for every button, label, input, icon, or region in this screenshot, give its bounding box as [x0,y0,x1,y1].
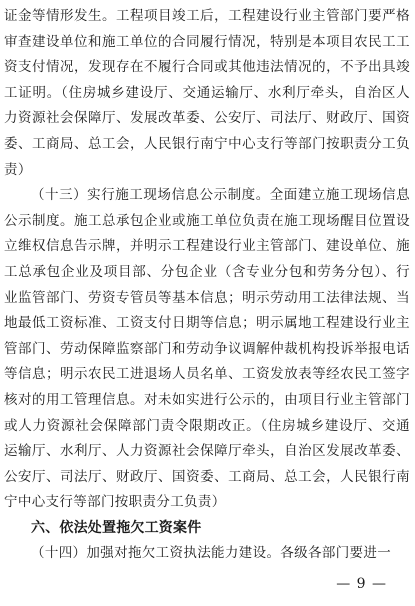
page-number: — 9 — [336,576,387,592]
paragraph-continuation: 证金等情形发生。工程项目竣工后，工程建设行业主管部门要严格审查建设单位和施工单位的合同履行情况，特别是本项目农民工工资支付情况，发现存在不履行合同或其他违法情况的，不予出具竣工证明。（住房城乡建设厅、交通运输厅、水利厅牵头，自治区人力资源社会保障厅、发展改革委、公安厅、司法厅、财政厅、国资委、工商局、总工会，人民银行南宁中心支行等部门按职责分工负责） [4,8,410,178]
paragraph-item-14: （十四）加强对拖欠工资执法能力建设。各级各部门要进一 [31,545,392,562]
section-heading: 六、依法处置拖欠工资案件 [31,519,202,536]
document-body [4,4,410,567]
paragraph-item-13: （十三）实行施工现场信息公示制度。全面建立施工现场信息公示制度。施工总承包企业或施工单位负责在施工现场醒目位置设立维权信息告示牌，并明示工程建设行业主管部门、建设单位、施工总承包企业及项目部、分包企业（含专业分包和劳务分包）、行业监管部门、劳资专管员等基本信息；明示劳动用工法律法规、当地最低工资标准、工资支付日期等信息；明示属地工程建设行业主管部门、劳动保障监察部门和劳动争议调解仲裁机构投诉举报电话等信息；明示农民工进退场人员名单、工资发放表等经农民工签字核对的用工管理信息。对未如实进行公示的，由项目行业主管部门或人力资源社会保障部门责令限期改正。（住房城乡建设厅、交通运输厅、水利厅、人力资源社会保障厅牵头，自治区发展改革委、公安厅、司法厅、财政厅、国资委、工商局、总工会，人民银行南宁中心支行等部门按职责分工负责） [4,187,410,511]
